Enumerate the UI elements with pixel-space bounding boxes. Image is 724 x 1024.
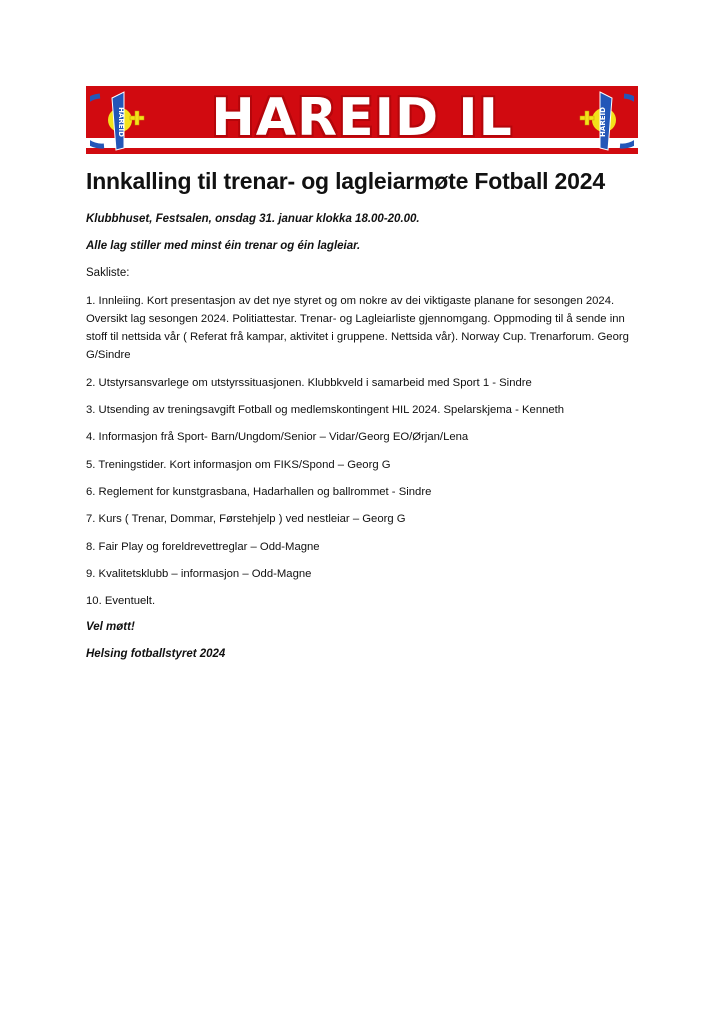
location-line: Klubbhuset, Festsalen, onsdag 31. januar klokka 18.00-20.00.	[86, 213, 420, 225]
agenda-item: 1. Innleiing. Kort presentasjon av det nye styret og om nokre av dei viktigaste planane for sesongen 2024. Oversikt lag sesongen 2024. Politiattestar. Trenar- og Lagleiarliste gjennomgang. Oppmoding til å sende inn stoff til nettsida vår ( Referat frå kampar, aktivitet i gruppene. Nettsida vår). Norway Cup. Trenarforum. Georg G/Sindre	[86, 295, 629, 361]
agenda-item: 3. Utsending av treningsavgift Fotball og medlemskontingent HIL 2024. Spelarskjema - Kenneth	[86, 404, 565, 416]
banner-red-stripe	[86, 148, 638, 154]
agenda-item: 4. Informasjon frå Sport- Barn/Ungdom/Senior – Vidar/Georg EO/Ørjan/Lena	[86, 431, 469, 443]
agenda-item: 7. Kurs ( Trenar, Dommar, Førstehjelp ) ved nestleiar – Georg G	[86, 513, 406, 525]
agenda-item: 10. Eventuelt.	[86, 595, 156, 607]
club-banner	[86, 86, 638, 154]
agenda-item: 9. Kvalitetsklubb – informasjon – Odd-Magne	[86, 568, 312, 580]
signature-line: Helsing fotballstyret 2024	[86, 648, 226, 660]
agenda-label: Sakliste:	[86, 267, 130, 279]
agenda-item: 2. Utstyrsansvarlege om utstyrssituasjonen. Klubbkveld i samarbeid med Sport 1 - Sindre	[86, 377, 532, 389]
svg-text:HAREID: HAREID	[599, 107, 607, 137]
agenda-item: 6. Reglement for kunstgrasbana, Hadarhallen og ballrommet - Sindre	[86, 486, 432, 498]
agenda-item: 5. Treningstider. Kort informasjon om FIKS/Spond – Georg G	[86, 459, 391, 471]
attendance-line: Alle lag stiller med minst éin trenar og éin lagleiar.	[86, 240, 361, 252]
svg-text:HAREID: HAREID	[117, 107, 125, 137]
page-title: Innkalling til trenar- og lagleiarmøte Fotball 2024	[86, 168, 605, 194]
agenda-item: 8. Fair Play og foreldrevettreglar – Odd-Magne	[86, 541, 320, 553]
club-crest-icon	[574, 90, 634, 152]
closing-line: Vel møtt!	[86, 621, 135, 633]
banner-title: HAREID IL	[211, 88, 513, 148]
